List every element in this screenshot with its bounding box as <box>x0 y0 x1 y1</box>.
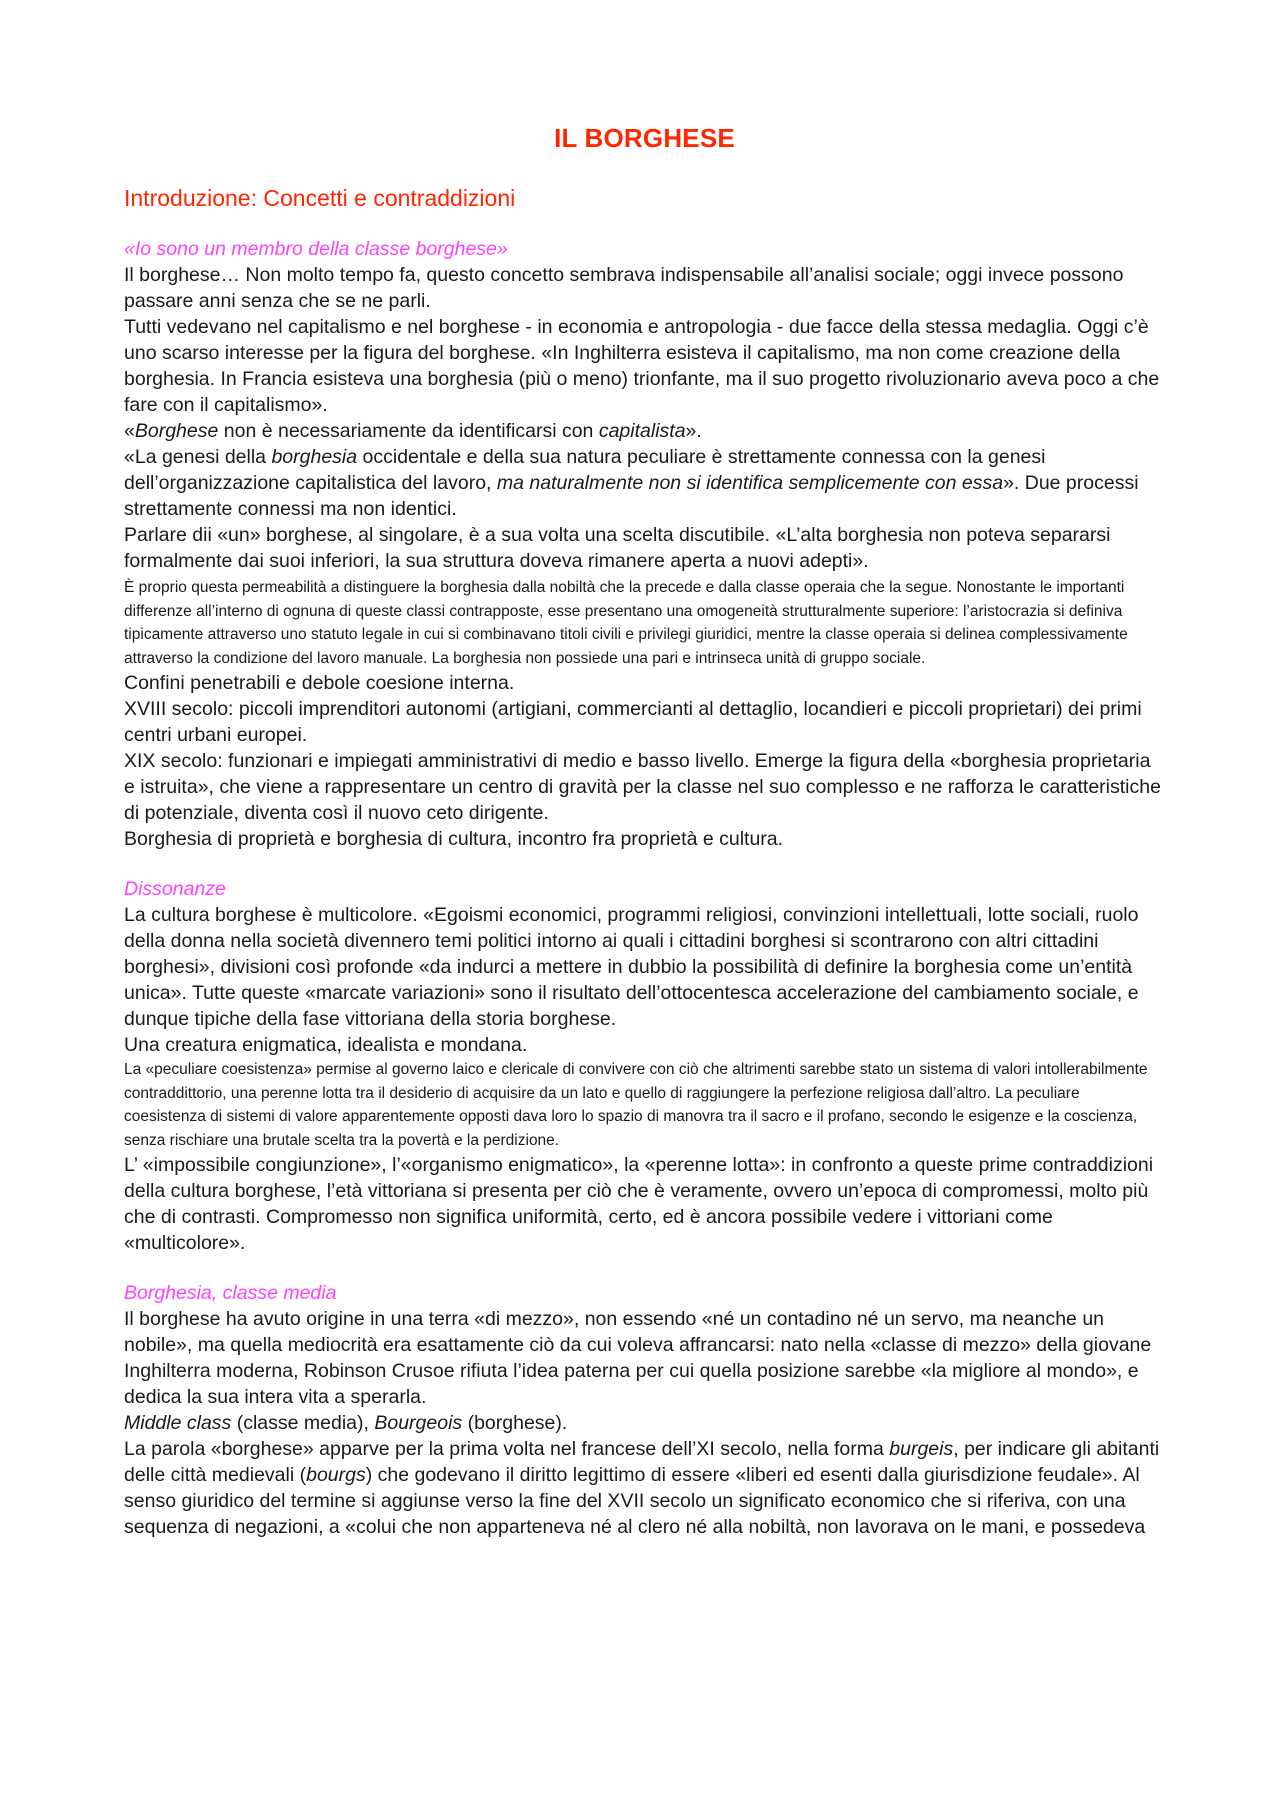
paragraph: La cultura borghese è multicolore. «Egoismi economici, programmi religiosi, convinzioni intellettuali, lotte sociali, ruolo della donna nella società divennero temi politici intorno ai quali i cittadini borghesi si scontrarono con altri cittadini borghesi», divisioni così profonde «da indurci a mettere in dubbio la possibilità di definire la borghesia come un’entità unica». Tutte queste «marcate variazioni» sono il risultato dell’ottocentesca accelerazione del cambiamento sociale, e dunque tipiche della fase vittoriana della storia borghese. <box>124 904 1139 1030</box>
small-paragraph: La «peculiare coesistenza» permise al governo laico e clericale di convivere con ciò che altrimenti sarebbe stato un sistema di valori intollerabilmente contraddittorio, una perenne lotta tra il desiderio di acquisire da un lato e quello di raggiungere la perfezione religiosa dall’altro. La peculiare coesistenza di sistemi di valore apparentemente opposti dava loro lo spazio di manovra tra il sacro e il profano, secondo le esigenze e la coscienza, senza rischiare una brutale scelta tra la povertà e la perdizione. <box>124 1061 1148 1149</box>
paragraph: XIX secolo: funzionari e impiegati amministrativi di medio e basso livello. Emerge la figura della «borghesia proprietaria e istruita», che viene a rappresentare un centro di gravità per la classe nel suo complesso e ne rafforza le caratteristiche di potenziale, diventa così il nuovo ceto dirigente. <box>124 750 1161 824</box>
paragraph: Una creatura enigmatica, idealista e mondana. <box>124 1034 528 1056</box>
paragraph: XVIII secolo: piccoli imprenditori autonomi (artigiani, commercianti al dettaglio, locandieri e piccoli proprietari) dei primi centri urbani europei. <box>124 698 1142 746</box>
paragraph: L’ «impossibile congiunzione», l’«organismo enigmatico», la «perenne lotta»: in confronto a queste prime contraddizioni della cultura borghese, l’età vittoriana si presenta per ciò che è veramente, ovvero un’epoca di compromessi, molto più che di contrasti. Compromesso non significa uniformità, certo, ed è ancora possibile vedere i vittoriani come «multicolore». <box>124 1154 1154 1254</box>
paragraph: Confini penetrabili e debole coesione interna. <box>124 672 515 694</box>
paragraph: Borghesia di proprietà e borghesia di cultura, incontro fra proprietà e cultura. <box>124 828 784 850</box>
subheading-classe-media: Borghesia, classe media <box>124 1282 337 1304</box>
paragraph: La parola «borghese» apparve per la prima volta nel francese dell’XI secolo, nella forma burgeis, per indicare gli abitanti delle città medievali (bourgs) che godevano il diritto legittimo di essere «liberi ed esenti dalla giurisdizione feudale». Al senso giuridico del termine si aggiunse verso la fine del XVII secolo un significato economico che si riferiva, con una sequenza di negazioni, a «colui che non apparteneva né al clero né alla nobiltà, non lavorava on le mani, e possedeva <box>124 1438 1160 1538</box>
paragraph: Il borghese… Non molto tempo fa, questo concetto sembrava indispensabile all’analisi sociale; oggi invece possono passare anni senza che se ne parli. <box>124 264 1124 312</box>
section-heading: Introduzione: Concetti e contraddizioni <box>124 185 516 211</box>
paragraph: Tutti vedevano nel capitalismo e nel borghese - in economia e antropologia - due facce della stessa medaglia. Oggi c’è uno scarso interesse per la figura del borghese. «In Inghilterra esisteva il capitalismo, ma non come creazione della borghesia. In Francia esisteva una borghesia (più o meno) trionfante, ma il suo progetto rivoluzionario aveva poco a che fare con il capitalismo». <box>124 316 1160 416</box>
paragraph: «Borghese non è necessariamente da identificarsi con capitalista». <box>124 420 702 442</box>
paragraph: «La genesi della borghesia occidentale e della sua natura peculiare è strettamente connessa con la genesi dell’organizzazione capitalistica del lavoro, ma naturalmente non si identifica semplicemente con essa». Due processi strettamente connessi ma non identici. <box>124 446 1139 520</box>
small-paragraph: È proprio questa permeabilità a distinguere la borghesia dalla nobiltà che la precede e dalla classe operaia che la segue. Nonostante le importanti differenze all’interno di ognuna di queste classi contrapposte, esse presentano una omogeneità strutturalmente superiore: l’aristocrazia si definiva tipicamente attraverso uno statuto legale in cui si combinavano titoli civili e privilegi giuridici, mentre la classe operaia si delinea complessivamente attraverso la condizione del lavoro manuale. La borghesia non possiede una pari e intrinseca unità di gruppo sociale. <box>124 579 1128 667</box>
subheading-membro-classe: «Io sono un membro della classe borghese» <box>124 238 508 260</box>
document-title: IL BORGHESE <box>554 123 735 153</box>
paragraph: Il borghese ha avuto origine in una terra «di mezzo», non essendo «né un contadino né un servo, ma neanche un nobile», ma quella mediocrità era esattamente ciò da cui voleva affrancarsi: nato nella «classe di mezzo» della giovane Inghilterra moderna, Robinson Crusoe rifiuta l’idea paterna per cui quella posizione sarebbe «la migliore al mondo», e dedica la sua intera vita a sperarla. <box>124 1308 1152 1408</box>
paragraph: Middle class (classe media), Bourgeois (borghese). <box>124 1412 568 1434</box>
paragraph: Parlare dii «un» borghese, al singolare, è a sua volta una scelta discutibile. «L’alta borghesia non poteva separarsi formalmente dai suoi inferiori, la sua struttura doveva rimanere aperta a nuovi adepti». <box>124 524 1111 572</box>
subheading-dissonanze: Dissonanze <box>124 878 226 900</box>
